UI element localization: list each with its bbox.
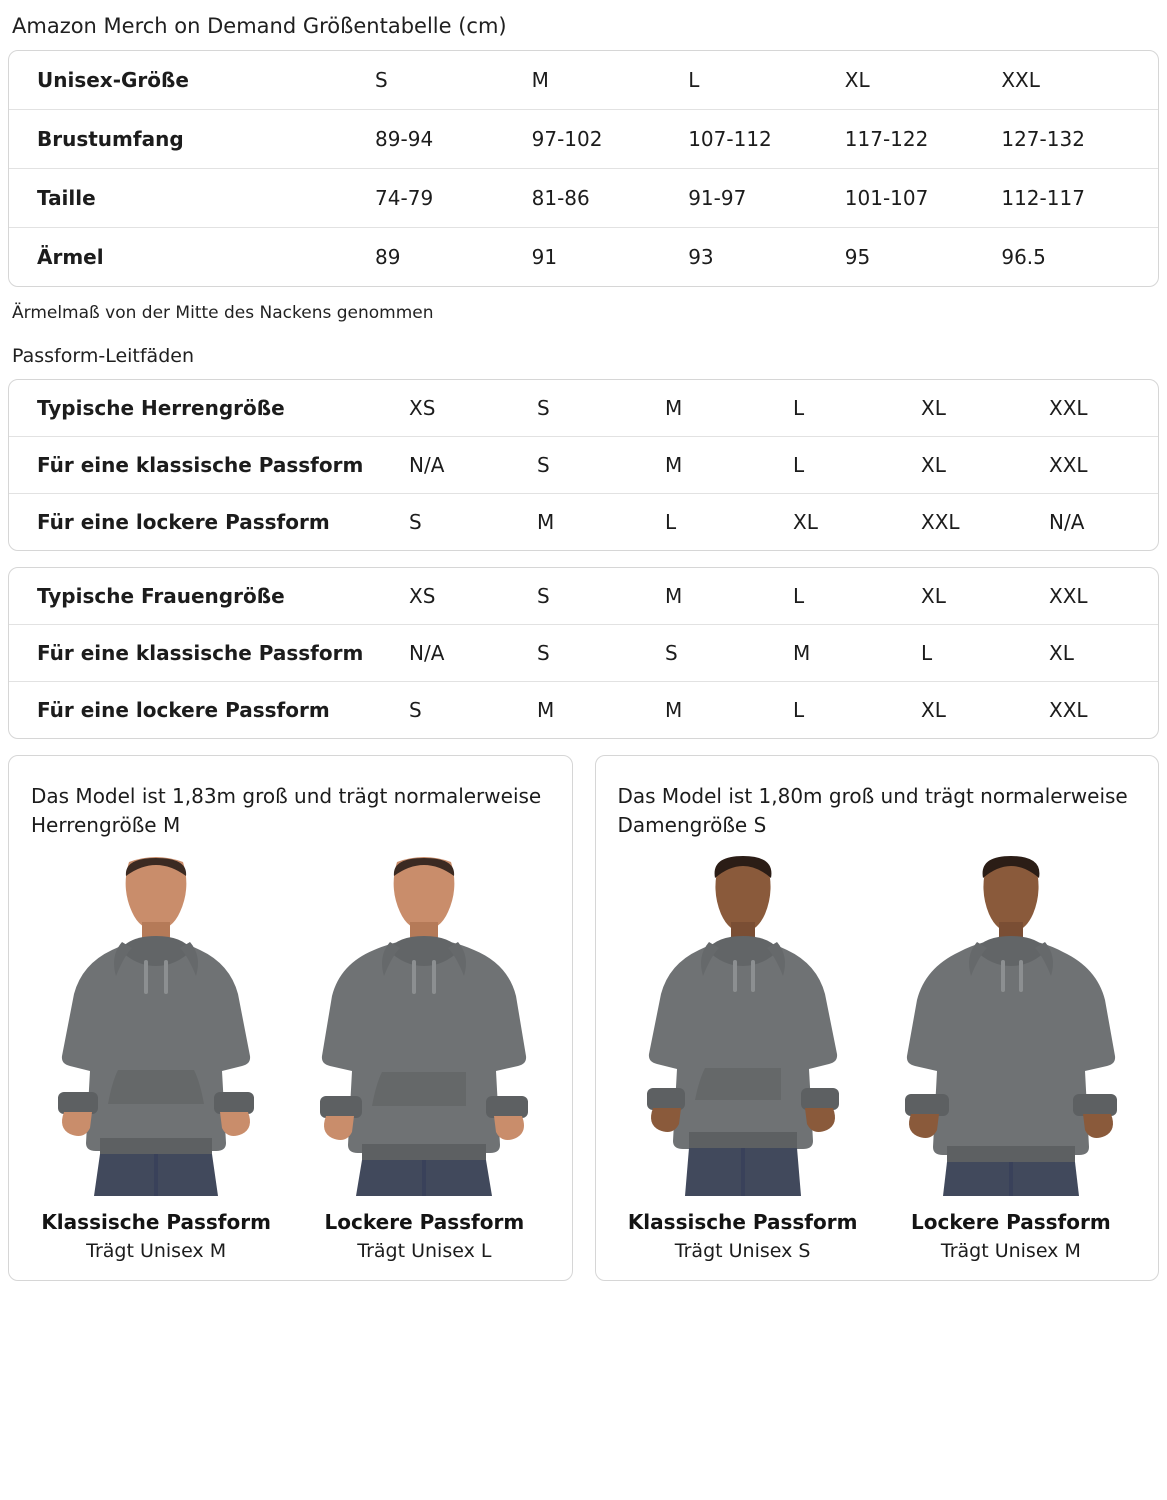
cell: 95 <box>845 228 1002 287</box>
cell: L <box>921 625 1049 682</box>
fit-wears: Trägt Unisex M <box>940 1240 1081 1262</box>
womens-fit-table-panel <box>8 567 1159 739</box>
cell: XL <box>793 494 921 551</box>
cell: 74-79 <box>375 169 532 228</box>
cell: XXL <box>1001 68 1040 92</box>
cell: L <box>793 682 921 739</box>
figure-classic-fit <box>31 856 281 1262</box>
cell: S <box>537 437 665 494</box>
cell: XXL <box>1049 396 1088 420</box>
row-label: Unisex-Größe <box>37 68 189 92</box>
row-label: Typische Frauengröße <box>37 584 285 608</box>
size-table-panel <box>8 50 1159 287</box>
cell: S <box>537 584 550 608</box>
row-label: Für eine klassische Passform <box>9 625 409 682</box>
cell: XL <box>921 584 946 608</box>
row-label: Typische Herrengröße <box>37 396 285 420</box>
cell: 107-112 <box>688 110 845 169</box>
cell: XXL <box>1049 584 1088 608</box>
cell: XL <box>921 682 1049 739</box>
cell: M <box>665 437 793 494</box>
model-cards-row <box>8 755 1159 1281</box>
cell: M <box>537 682 665 739</box>
fit-wears: Trägt Unisex M <box>86 1240 227 1262</box>
figure-relaxed-fit <box>886 856 1136 1262</box>
cell: M <box>665 396 683 420</box>
cell: M <box>665 584 683 608</box>
cell: 112-117 <box>1001 169 1158 228</box>
cell: 117-122 <box>845 110 1002 169</box>
cell: M <box>793 625 921 682</box>
cell: S <box>665 625 793 682</box>
female-model-relaxed-illustration <box>891 856 1131 1196</box>
figures-group <box>31 856 550 1262</box>
fit-name: Lockere Passform <box>911 1210 1111 1234</box>
row-label: Für eine klassische Passform <box>9 437 409 494</box>
cell: S <box>375 68 388 92</box>
table-row <box>9 110 1158 169</box>
cell: XL <box>844 68 870 92</box>
model-card-caption: Das Model ist 1,83m groß und trägt normalerweise Herrengröße M <box>31 784 542 837</box>
cell: XL <box>921 396 946 420</box>
cell: S <box>537 396 550 420</box>
cell: M <box>537 494 665 551</box>
cell: S <box>409 494 537 551</box>
cell: XXL <box>921 494 1049 551</box>
fit-name: Lockere Passform <box>324 1210 525 1234</box>
table-row <box>9 682 1159 739</box>
cell: XS <box>409 584 436 608</box>
cell: N/A <box>409 625 537 682</box>
figures-group <box>618 856 1137 1262</box>
cell: 89-94 <box>375 110 532 169</box>
table-row <box>9 228 1158 287</box>
row-label: Brustumfang <box>9 110 375 169</box>
cell: 91 <box>532 228 689 287</box>
mens-fit-table-panel <box>8 379 1159 551</box>
row-label: Ärmel <box>9 228 375 287</box>
fit-wears: Trägt Unisex S <box>674 1240 811 1262</box>
cell: 127-132 <box>1001 110 1158 169</box>
row-label: Für eine lockere Passform <box>9 494 409 551</box>
cell: 96.5 <box>1001 228 1158 287</box>
cell: L <box>665 494 793 551</box>
cell: L <box>793 437 921 494</box>
model-card-mens <box>8 755 573 1281</box>
table-row <box>9 494 1159 551</box>
male-model-relaxed-illustration <box>304 856 544 1196</box>
row-label: Taille <box>9 169 375 228</box>
cell: XXL <box>1049 682 1159 739</box>
cell: M <box>531 68 549 92</box>
sleeve-measurement-note: Ärmelmaß von der Mitte des Nackens genommen <box>12 303 434 323</box>
cell: XXL <box>1049 437 1159 494</box>
cell: L <box>688 68 700 92</box>
cell: 97-102 <box>532 110 689 169</box>
row-label: Für eine lockere Passform <box>9 682 409 739</box>
fit-name: Klassische Passform <box>41 1210 271 1234</box>
womens-fit-table <box>9 568 1159 738</box>
table-row <box>9 568 1159 625</box>
cell: XL <box>1049 625 1159 682</box>
table-row <box>9 625 1159 682</box>
cell: S <box>537 625 665 682</box>
fit-name: Klassische Passform <box>627 1210 858 1234</box>
table-row <box>9 380 1159 437</box>
fit-guides-heading: Passform-Leitfäden <box>12 345 194 367</box>
fit-wears: Trägt Unisex L <box>357 1240 492 1262</box>
cell: L <box>793 584 805 608</box>
cell: N/A <box>409 437 537 494</box>
size-table <box>9 51 1158 286</box>
cell: XL <box>921 437 1049 494</box>
cell: N/A <box>1049 494 1159 551</box>
female-model-classic-illustration <box>623 856 863 1196</box>
cell: 93 <box>688 228 845 287</box>
cell: 89 <box>375 228 532 287</box>
table-row <box>9 169 1158 228</box>
cell: S <box>409 682 537 739</box>
cell: 81-86 <box>532 169 689 228</box>
mens-fit-table <box>9 380 1159 550</box>
table-row <box>9 51 1158 110</box>
cell: M <box>665 682 793 739</box>
figure-classic-fit <box>618 856 868 1262</box>
figure-relaxed-fit <box>299 856 549 1262</box>
cell: 101-107 <box>845 169 1002 228</box>
cell: L <box>793 396 805 420</box>
cell: XS <box>409 396 436 420</box>
male-model-classic-illustration <box>36 856 276 1196</box>
page-title: Amazon Merch on Demand Größentabelle (cm) <box>12 14 507 38</box>
cell: 91-97 <box>688 169 845 228</box>
table-row <box>9 437 1159 494</box>
model-card-womens <box>595 755 1160 1281</box>
model-card-caption: Das Model ist 1,80m groß und trägt normalerweise Damengröße S <box>617 784 1128 837</box>
